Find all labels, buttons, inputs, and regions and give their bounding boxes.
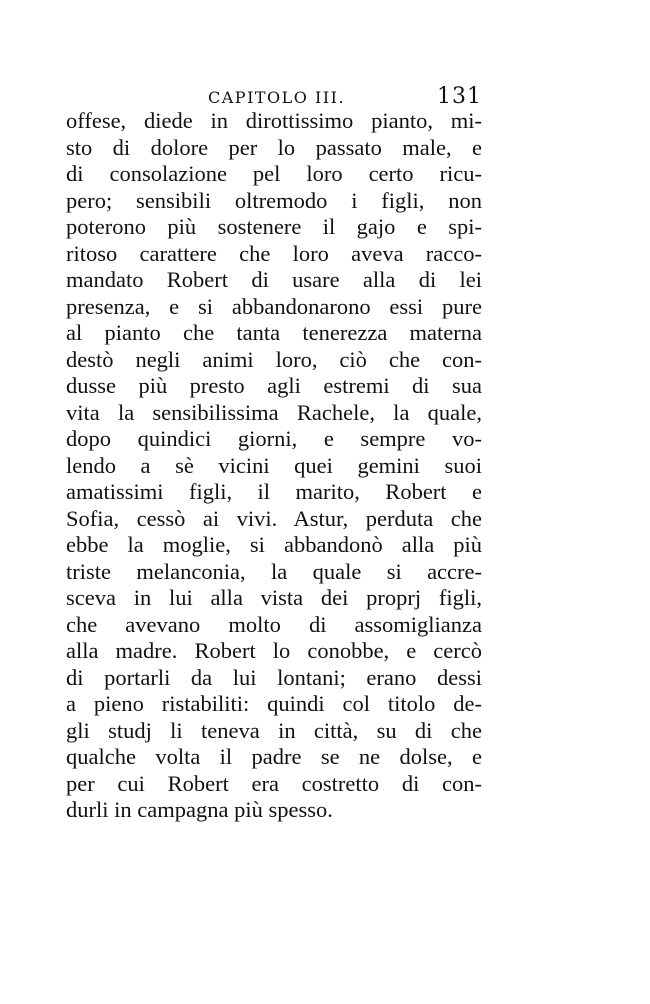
page-number: 131 [437,84,482,109]
text-line: di consolazione pel loro certo ricu- [66,161,482,186]
text-line: vita la sensibilissima Rachele, la quale, [66,399,482,425]
text-line: poterono più sostenere il gajo e spi- [66,214,482,239]
text-line: che avevano molto di assomiglianza [66,611,482,637]
text-line: dusse più presto agli estremi di sua [66,373,482,398]
text-line: gli studj li teneva in città, su di che [66,717,482,743]
text-line: mandato Robert di usare alla di lei [66,267,482,292]
text-line: a pieno ristabiliti: quindi col titolo de- [66,691,482,716]
text-line: sceva in lui alla vista dei proprj figli, [66,585,482,610]
text-line: per cui Robert era costretto di con- [66,770,482,796]
text-line: qualche volta il padre se ne dolse, e [66,744,482,769]
text-line: Sofia, cessò ai vivi. Astur, perduta che [66,505,482,531]
text-line: sto di dolore per lo passato male, e [66,134,482,160]
text-line: triste melanconia, la quale si accre- [66,558,482,584]
running-title: CAPITOLO III. [208,88,346,107]
text-line: alla madre. Robert lo conobbe, e cercò [66,638,482,663]
text-line: al pianto che tanta tenerezza materna [66,320,482,345]
text-line: amatissimi figli, il marito, Robert e [66,479,482,504]
text-line: destò negli animi loro, ciò che con- [66,346,482,372]
text-line: ebbe la moglie, si abbandonò alla più [66,532,482,557]
text-line: ritoso carattere che loro aveva racco- [66,240,482,266]
text-line: pero; sensibili oltremodo i figli, non [66,187,482,213]
body-text [66,108,482,824]
text-line-last: durli in campagna più spesso. [66,797,333,822]
text-line: di portarli da lui lontani; erano dessi [66,664,482,690]
text-line: dopo quindici giorni, e sempre vo- [66,426,482,451]
text-line: presenza, e si abbandonarono essi pure [66,293,482,319]
text-line: lendo a sè vicini quei gemini suoi [66,452,482,478]
text-line: offese, diede in dirottissimo pianto, mi- [66,108,482,133]
